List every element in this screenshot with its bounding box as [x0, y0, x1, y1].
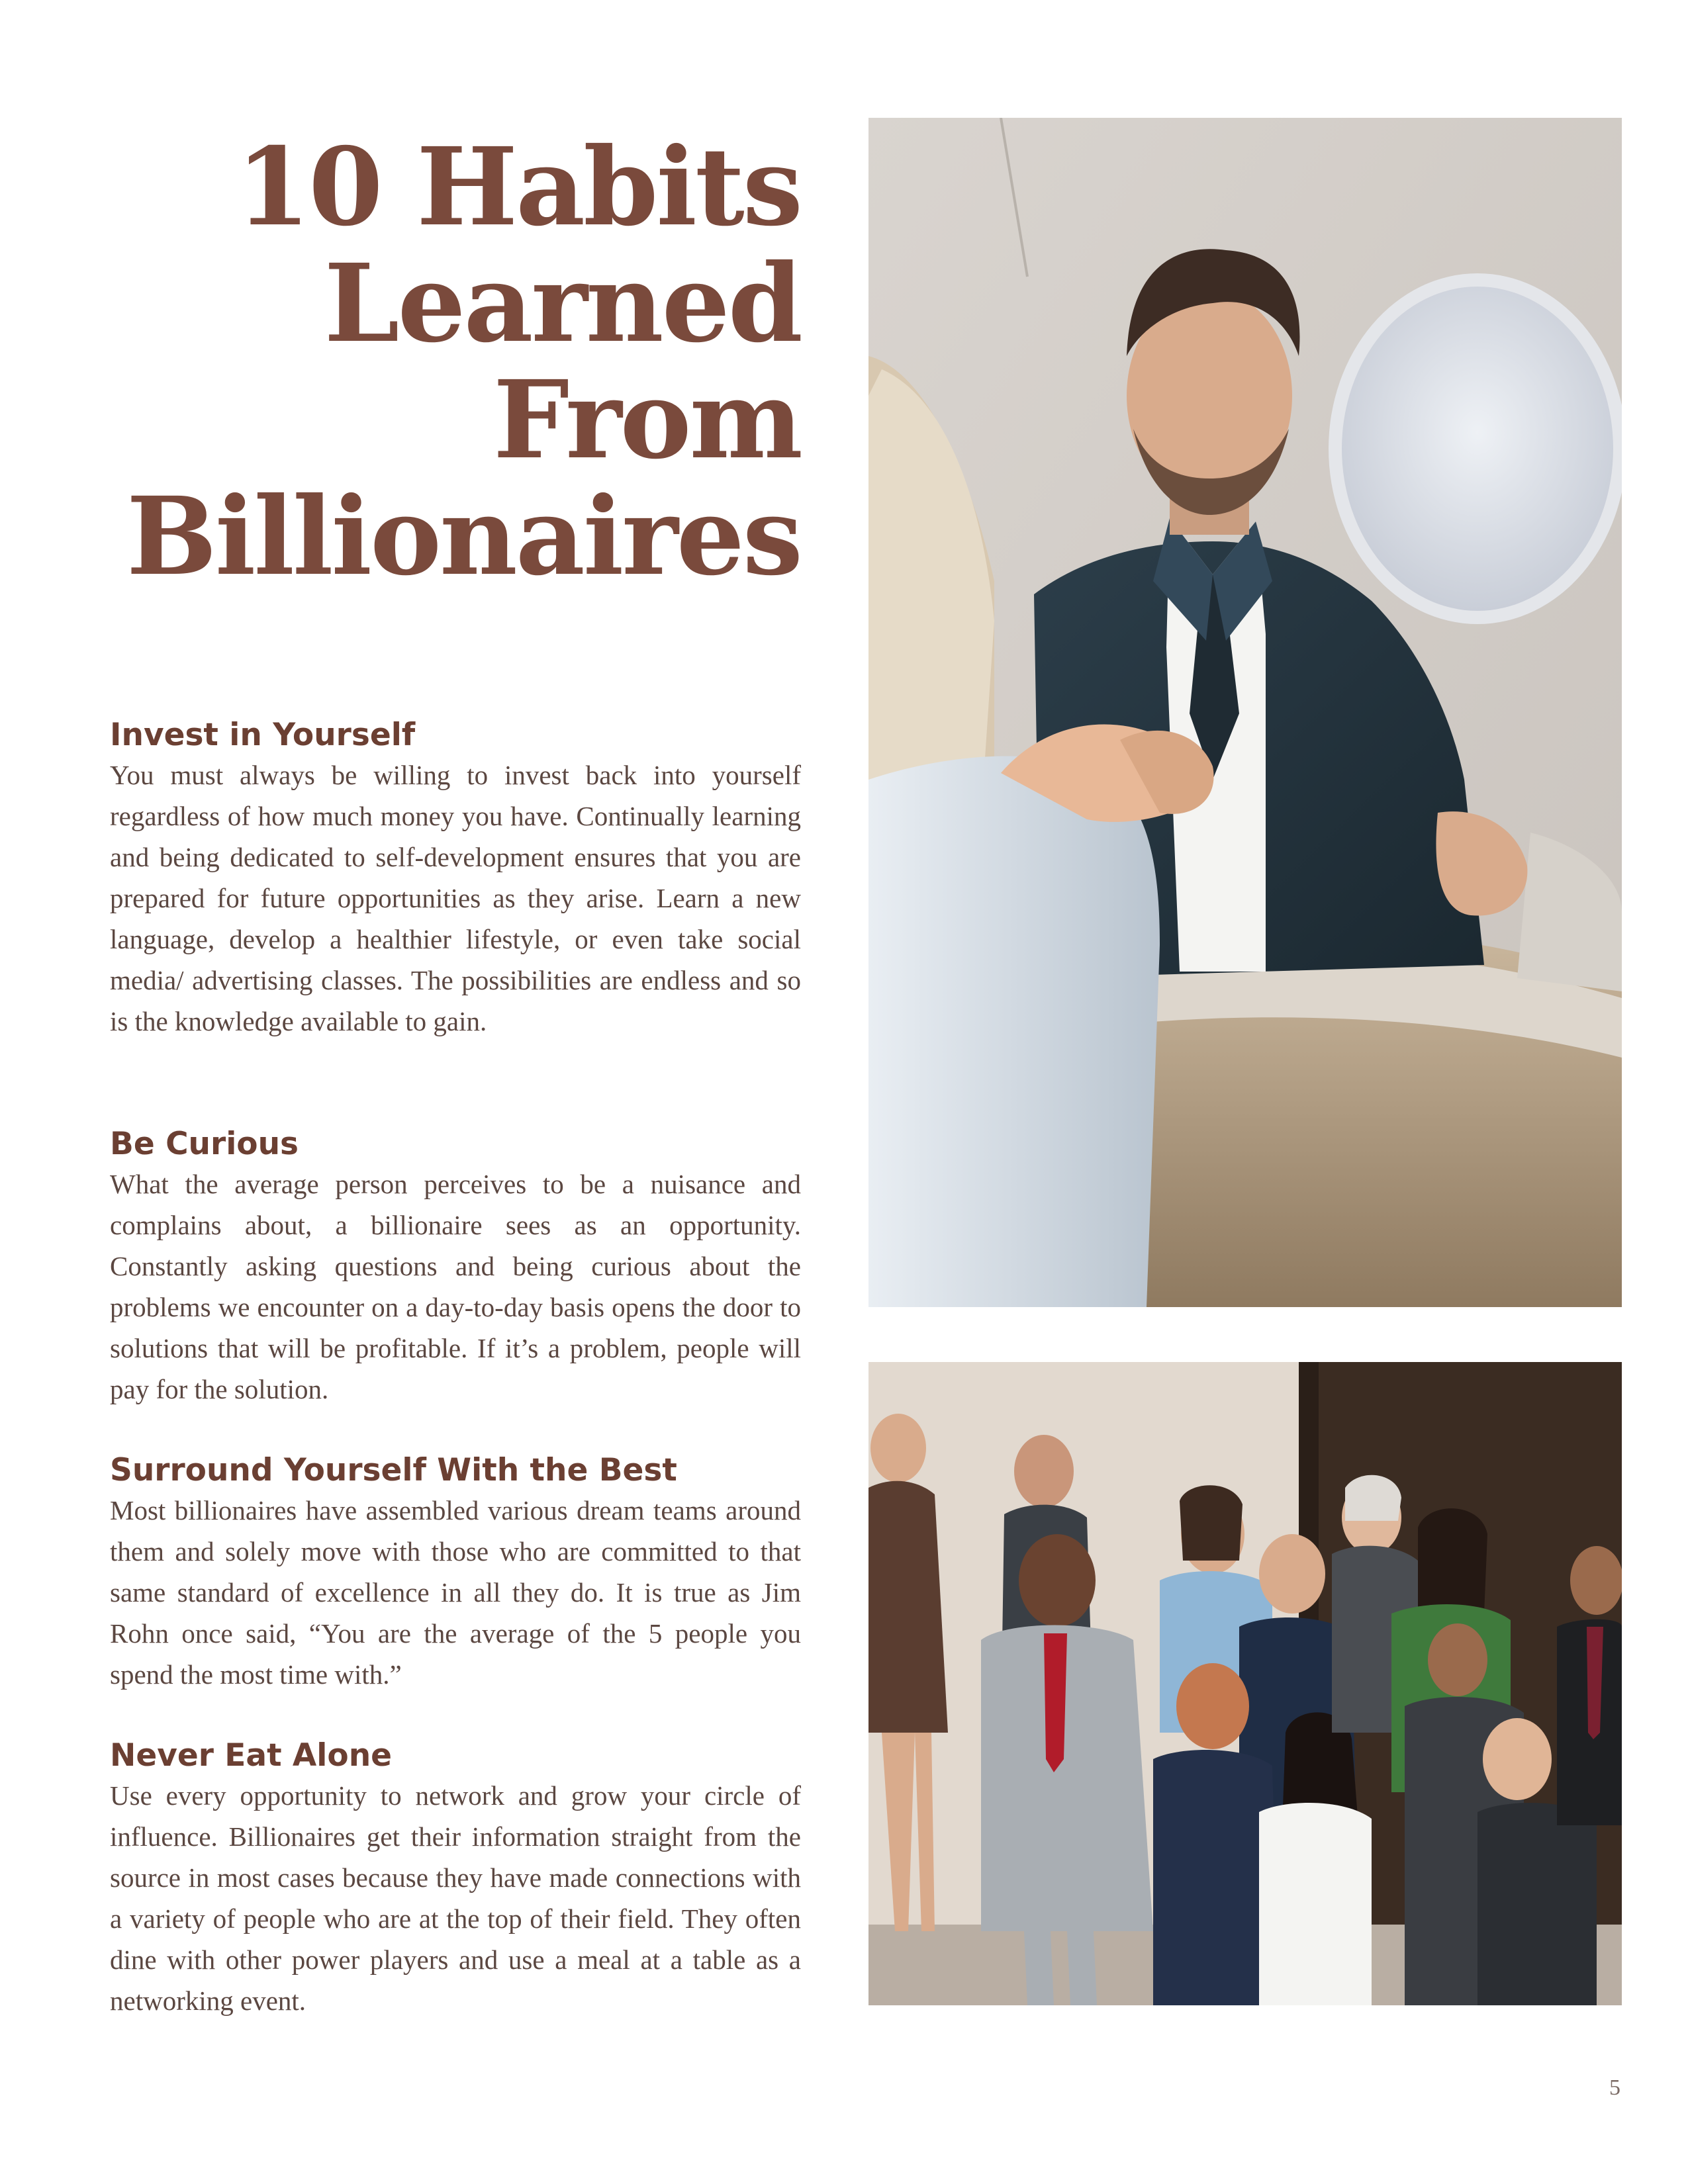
page-title [106, 124, 801, 600]
section-invest-in-yourself [110, 716, 801, 1042]
section-body: You must always be willing to invest back into yourself regardless of how much money you have. Continually learning and being dedicated to self-development ensures that you are prepared for future opportunities as they arise. Learn a new language, develop a healthier lifestyle, or even take social media/ advertising classes. The possibilities are endless and so is the knowledge available to gain. [110, 760, 801, 1036]
title-line: Billionaires [126, 474, 801, 600]
section-heading: Invest in Yourself [110, 717, 416, 753]
networking-crowd-photo [868, 1362, 1622, 2005]
section-never-eat-alone [110, 1737, 801, 2021]
section-surround-yourself [110, 1451, 801, 1695]
section-body: Most billionaires have assembled various dream teams around them and solely move with those who are committed to that same standard of excellence in all they do. It is true as Jim Rohn once said, “You are the average of the 5 people you spend the most time with.” [110, 1495, 801, 1690]
title-line: Learned [324, 241, 801, 367]
section-heading: Never Eat Alone [110, 1737, 393, 1774]
section-body: Use every opportunity to network and grow your circle of influence. Billionaires get their information straight from the source in most cases because they have made connections with a variety of people who are at the top of their field. They often dine with other power players and use a meal at a table as a networking event. [110, 1780, 801, 2016]
title-line: From [493, 357, 801, 483]
section-heading: Be Curious [110, 1126, 299, 1162]
section-body: What the average person perceives to be a nuisance and complains about, a billionaire sees as an opportunity. Constantly asking questions and being curious about the problems we encounter on a day-to-day basis opens the door to solutions that will be profitable. If it’s a problem, people will pay for the solution. [110, 1169, 801, 1404]
section-heading: Surround Yourself With the Best [110, 1452, 677, 1488]
businessman-jet-photo [868, 118, 1622, 1307]
page-number: 5 [1609, 2075, 1620, 2100]
title-line: 10 Habits [236, 124, 801, 250]
section-be-curious [110, 1125, 801, 1410]
